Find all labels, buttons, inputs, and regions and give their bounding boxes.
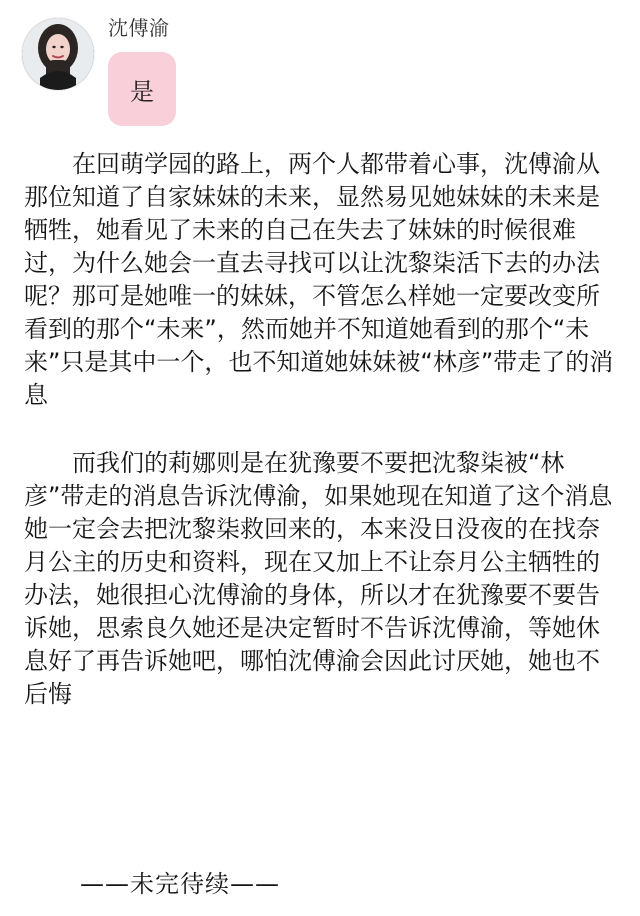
message-text: 是 [130, 77, 154, 106]
sender-name: 沈傅渝 [108, 16, 170, 40]
avatar-portrait-icon [22, 18, 94, 90]
paragraph-1: 在回萌学园的路上，两个人都带着心事，沈傅渝从那位知道了自家妹妹的未来，显然易见她妹妹的未来是牺牲，她看见了未来的自己在失去了妹妹的时候很难过，为什么她会一直去寻找可以让沈黎柒活下去的办法呢？那可是她唯一的妹妹，不管怎么样她一定要改变所看到的那个“未来”，然而她并不知道她看到的那个“未来”只是其中一个，也不知道她妹妹被“林彦”带走了的消息 [24, 150, 614, 409]
article-body [24, 148, 618, 711]
chat-header [0, 0, 640, 140]
ending-text: ——未完待续—— [80, 870, 280, 898]
message-bubble[interactable] [108, 52, 176, 126]
avatar[interactable] [22, 18, 94, 90]
paragraph-2: 而我们的莉娜则是在犹豫要不要把沈黎柒被“林彦”带走的消息告诉沈傅渝，如果她现在知道了这个消息她一定会去把沈黎柒救回来的，本来没日没夜的在找奈月公主的历史和资料，现在又加上不让奈月公主牺牲的办法，她很担心沈傅渝的身体，所以才在犹豫要不要告诉她，思索良久她还是决定暂时不告诉沈傅渝，等她休息好了再告诉她吧，哪怕沈傅渝会因此讨厌她，她也不后悔 [24, 449, 613, 708]
